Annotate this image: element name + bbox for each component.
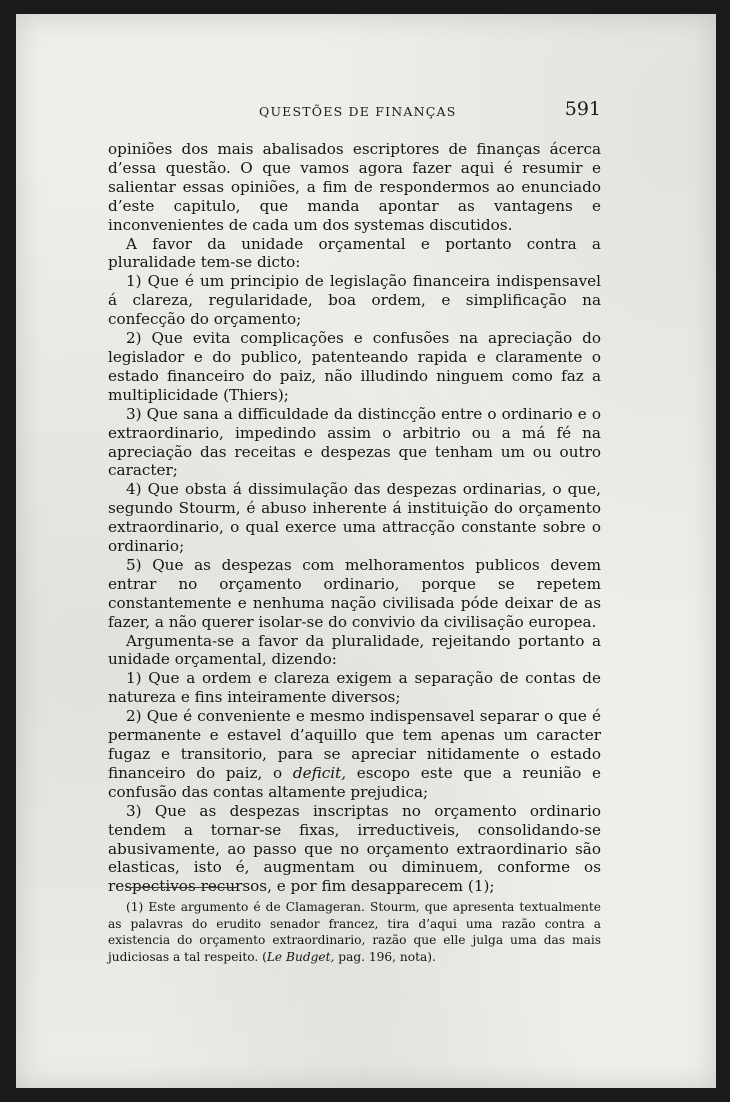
paragraph-unity-intro: A favor da unidade orçamental e portanto contra a pluralidade tem-se dicto: — [108, 234, 601, 272]
running-head — [111, 98, 601, 128]
paragraph-unity-point-2: 2) Que evita complicações e confusões na apreciação do legislador e do publico, patenteando rapida e claramente o estado financeiro do paiz, não illudindo ninguem como faz a multiplicidade (Thiers); — [108, 329, 601, 404]
paragraph-unity-point-4: 4) Que obsta á dissimulação das despezas ordinarias, o que, segundo Stourm, é abuso inherente á instituição do orçamento extraordinario, o qual exerce uma attracção constante sobre o ordinario; — [108, 480, 601, 556]
footnote-text: (1) Este argumento é de Clamageran. Stourm, que apresenta textualmente as palavras do erudito senador francez, tira d’aqui uma razão contra a existencia do orçamento extraordinario, razão que elle julga uma das mais judiciosas a tal respeito. ( — [108, 900, 601, 964]
paragraph-plurality-point-2 — [108, 707, 601, 802]
footnote-divider — [126, 887, 238, 888]
paragraph-plurality-intro: Argumenta-se a favor da pluralidade, rejeitando portanto a unidade orçamental, dizendo: — [108, 631, 601, 669]
footnote-book-title: Le Budget, — [266, 949, 335, 964]
footnote — [108, 899, 601, 965]
page-number: 591 — [564, 98, 601, 120]
footnote-text: pag. 196, nota). — [334, 949, 436, 964]
emphasis-deficit: deficit, — [292, 763, 347, 782]
book-page — [16, 14, 716, 1088]
paragraph-plurality-point-3: 3) Que as despezas inscriptas no orçamento ordinario tendem a tornar-se fixas, irreductiveis, consolidando-se abusivamente, ao passo que no orçamento extraordinario são elasticas, isto é, augmentam ou diminuem, conforme os respectivos recursos, e por fim desapparecem (1); — [108, 801, 601, 896]
paragraph-unity-point-3: 3) Que sana a difficuldade da distincção entre o ordinario e o extraordinario, impedindo assim o arbitrio ou a má fé na apreciação das receitas e despezas que tenham um ou outro caracter; — [108, 404, 601, 480]
body-text — [108, 140, 601, 896]
paragraph-unity-point-1: 1) Que é um principio de legislação financeira indispensavel á clareza, regularidade, boa ordem, e simplificação na confecção do orçamento; — [108, 272, 601, 329]
paragraph-text: 2) Que é conveniente e mesmo indispensavel separar o que é permanente e estavel d’aquillo que tem apenas um caracter fugaz e transitorio, para se apreciar nitidamente o estado financeiro do paiz, o — [108, 707, 601, 782]
paragraph-text: escopo este que a reunião e confusão das contas altamente prejudica; — [108, 763, 601, 801]
paragraph-opening: opiniões dos mais abalisados escriptores de finanças ácerca d’essa questão. O que vamos agora fazer aqui é resumir e salientar essas opiniões, a fim de respondermos ao enunciado d’este capitulo, que manda apontar as vantagens e inconvenientes de cada um dos systemas discutidos. — [108, 140, 601, 234]
running-title: QUESTÕES DE FINANÇAS — [259, 104, 457, 119]
paragraph-plurality-point-1: 1) Que a ordem e clareza exigem a separação de contas de natureza e fins inteiramente diversos; — [108, 669, 601, 707]
paragraph-unity-point-5: 5) Que as despezas com melhoramentos publicos devem entrar no orçamento ordinario, porque se repetem constantemente e nenhuma nação civilisada póde deixar de as fazer, a não querer isolar-se do convivio da civilisação europea. — [108, 555, 601, 631]
